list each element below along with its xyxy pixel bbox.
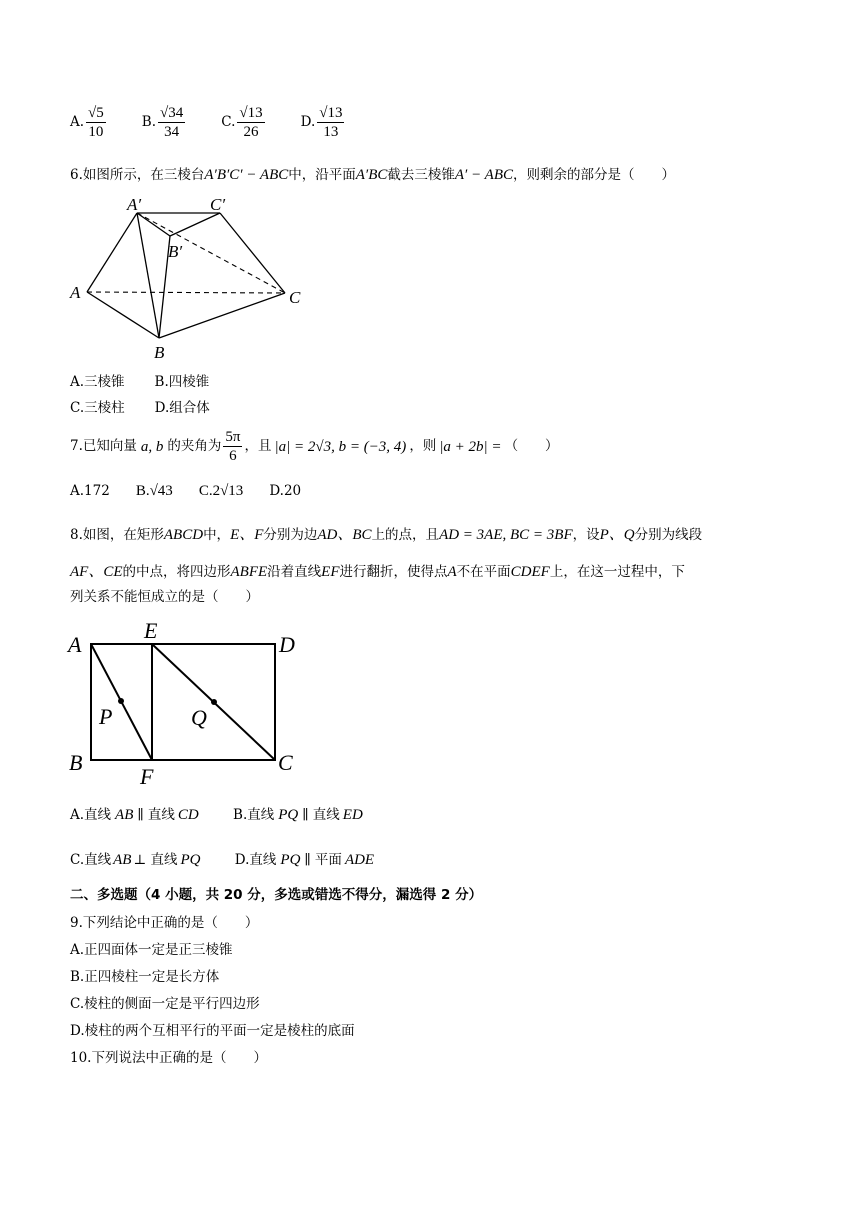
point-p (118, 698, 124, 704)
q8-options-row1 (70, 808, 363, 823)
q6-stem: 6.如图所示，在三棱台A′B′C′ − ABC中，沿平面A′BC截去三棱锥A′ − ABC，则剩余的部分是（ ） (70, 167, 675, 183)
q8-options-row2 (70, 853, 374, 868)
q6-frustum-figure (60, 190, 320, 365)
q5-option-d: D. $\frac{√13}{13}$ (300, 105, 343, 140)
q5-option-b: B. $\frac{√34}{34}$ (141, 105, 184, 140)
q5-option-a: A. $\frac{√5}{10}$ (70, 105, 104, 140)
q8-stem-line2: AF、CE的中点，将四边形ABFE沿着直线EF进行翻折，使得点A不在平面CDEF上，在这一过程中，下 (70, 564, 685, 580)
label-e: E (144, 618, 158, 643)
label-a-prime: A′ (127, 195, 142, 214)
label-q: Q (191, 705, 207, 730)
label-a: A (68, 632, 82, 657)
q8-rectangle-figure (60, 612, 320, 790)
q8-stem-line1: 8.如图，在矩形ABCD中，E、F分别为边AD、BC上的点，且AD = 3AE, BC = 3BF，设P、Q分别为线段 (70, 527, 703, 543)
label-a: A (70, 283, 81, 302)
q5-option-c: C. $\frac{√13}{26}$ (221, 105, 263, 140)
label-c: C (289, 288, 301, 307)
q8-option-c: C.直线 AB ⊥ 直线 PQ (70, 852, 201, 868)
section-heading: 二、多选题（4 小题，共 20 分，多选或错选不得分，漏选得 2 分） (70, 887, 483, 903)
label-c: C (278, 750, 293, 775)
q6-options-row2: C.三棱柱 D.组合体 (70, 400, 210, 416)
label-d: D (279, 632, 295, 657)
label-b-prime: B′ (168, 242, 183, 261)
q8-option-b: B.直线 PQ ∥ 直线 ED (233, 807, 363, 823)
q9-option-c: C.棱柱的侧面一定是平行四边形 (70, 996, 260, 1012)
label-b: B (69, 750, 83, 775)
label-b: B (154, 343, 165, 362)
q9-option-a: A.正四面体一定是正三棱锥 (70, 942, 233, 958)
label-c-prime: C′ (210, 195, 226, 214)
label-f: F (140, 764, 154, 789)
q5-options (70, 106, 346, 140)
q10-stem: 10.下列说法中正确的是（ ） (70, 1050, 267, 1066)
q9-stem: 9.下列结论中正确的是（ ） (70, 915, 259, 931)
label-p: P (99, 704, 113, 729)
q9-option-d: D.棱柱的两个互相平行的平面一定是棱柱的底面 (70, 1023, 355, 1039)
q8-option-a: A.直线 AB ∥ 直线 CD (70, 807, 199, 823)
q7-stem: 7.已知向量 a, b 的夹角为 $\frac{5\pi}{6}$ ，且 |a| = 2√3, b = (−3, 4) ，则 |a + 2b| = （ ） (70, 429, 559, 464)
q9-option-b: B.正四棱柱一定是长方体 (70, 969, 220, 985)
point-q (211, 699, 217, 705)
q8-stem-line3: 列关系不能恒成立的是（ ） (70, 589, 259, 605)
q7-options: A.172 B.√43 C.2√13 D.20 (70, 483, 302, 499)
q6-options-row1: A.三棱锥 B.四棱锥 (70, 374, 210, 390)
q8-option-d: D.直线 PQ ∥ 平面 ADE (234, 852, 375, 868)
